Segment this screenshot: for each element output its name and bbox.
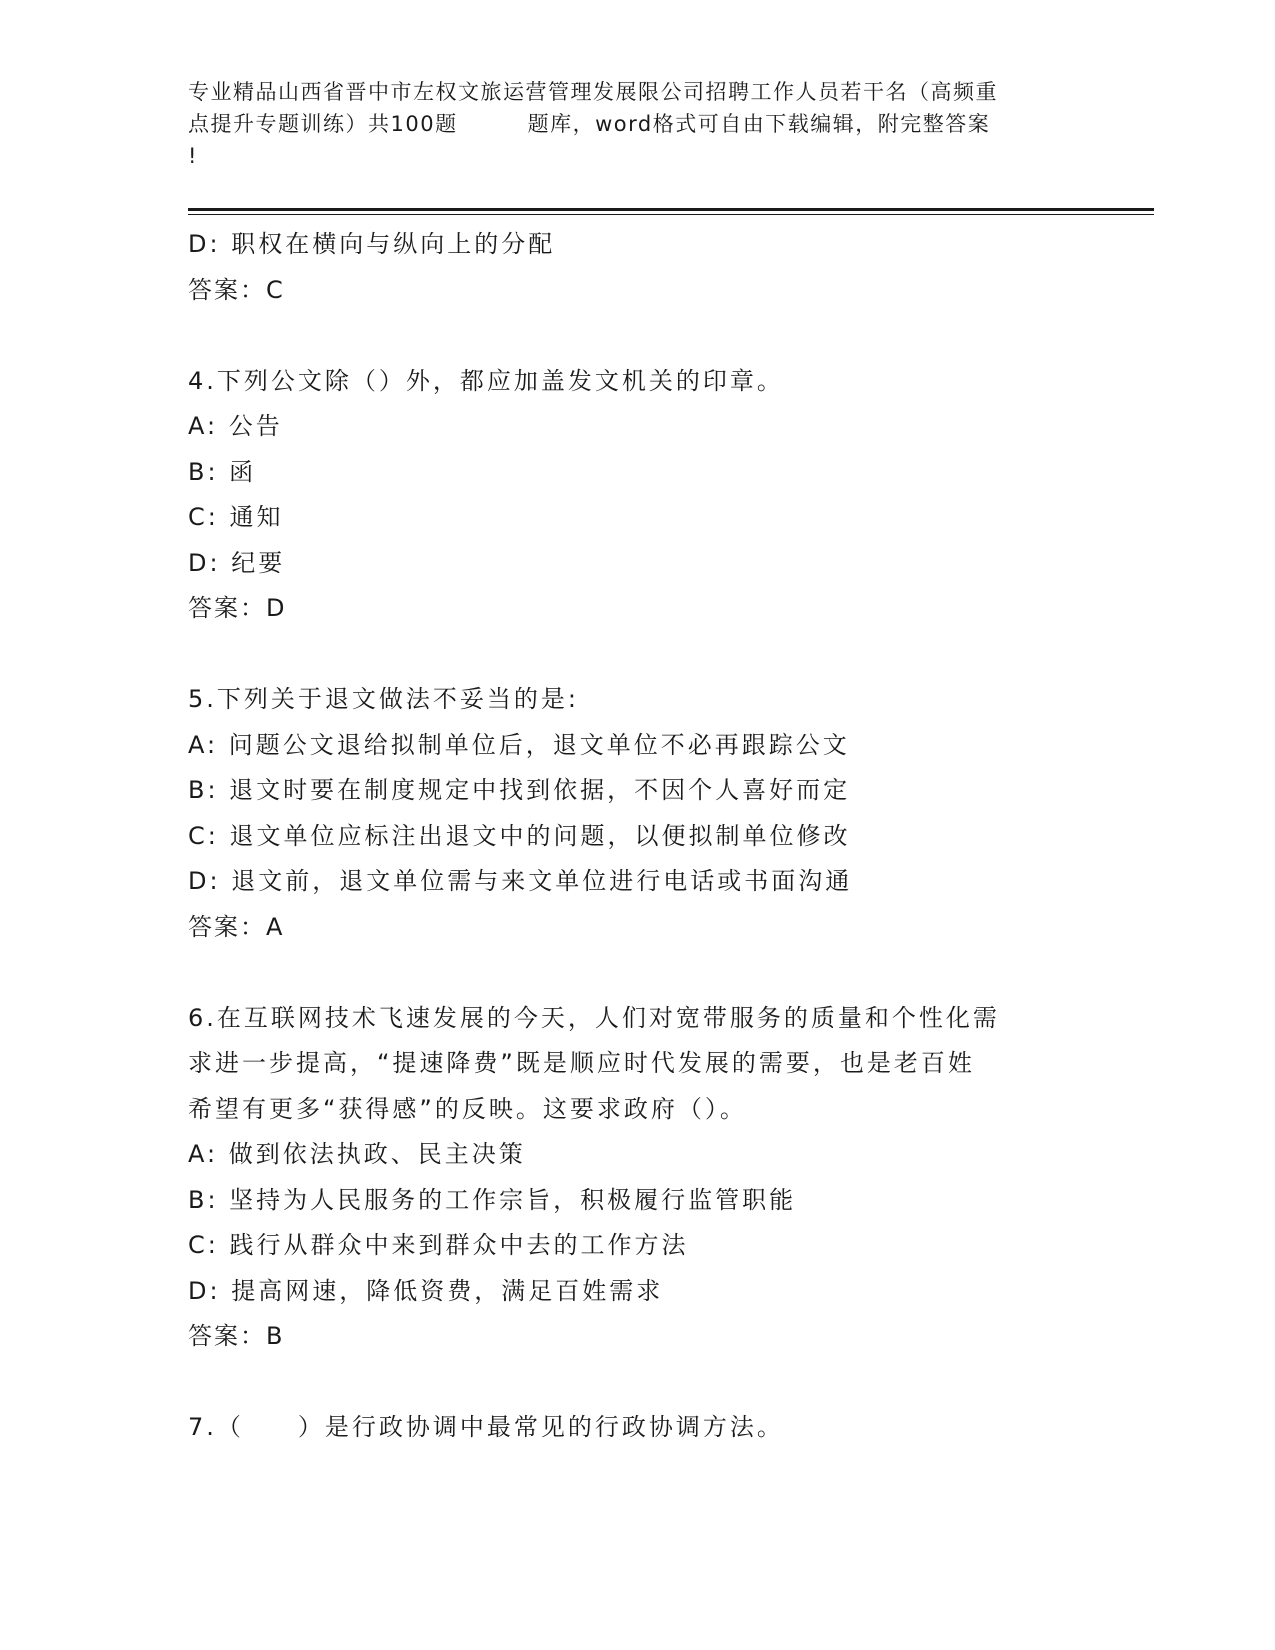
question-4	[188, 359, 1088, 632]
header-divider-thin	[188, 214, 1154, 215]
header-line-2	[188, 108, 1088, 140]
question-6	[188, 996, 1088, 1360]
q6-option-c: C: 践行从群众中来到群众中去的工作方法	[188, 1231, 689, 1259]
q6-question-line-1: 6.在互联网技术飞速发展的今天，人们对宽带服务的质量和个性化需	[188, 1003, 1000, 1032]
q4-answer: 答案：D	[188, 594, 287, 622]
q3-option-d: D: 职权在横向与纵向上的分配	[188, 230, 556, 258]
q6-option-a: A: 做到依法执政、民主决策	[188, 1140, 526, 1168]
q5-option-b: B: 退文时要在制度规定中找到依据，不因个人喜好而定	[188, 776, 851, 804]
document-header	[188, 76, 1088, 172]
q6-question-line-3: 希望有更多“获得感”的反映。这要求政府（）。	[188, 1094, 747, 1123]
header-line-2-part-1: 点提升专题训练）共100题	[188, 112, 458, 136]
header-divider-thick	[188, 208, 1154, 211]
q6-option-d: D: 提高网速，降低资费，满足百姓需求	[188, 1276, 664, 1305]
q4-option-c: C: 通知	[188, 503, 284, 531]
q3-answer: 答案：C	[188, 275, 285, 304]
q6-question-line-2: 求进一步提高，“提速降费”既是顺应时代发展的需要，也是老百姓	[188, 1049, 975, 1077]
question-3-tail	[188, 222, 1088, 313]
header-line-3: !	[188, 144, 198, 168]
question-5	[188, 677, 1088, 950]
q5-option-d: D: 退文前，退文单位需与来文单位进行电话或书面沟通	[188, 867, 853, 895]
q5-option-a: A: 问题公文退给拟制单位后，退文单位不必再跟踪公文	[188, 730, 850, 759]
header-line-2-part-2: 题库，word格式可自由下载编辑，附完整答案	[527, 112, 991, 136]
header-line-1: 专业精品山西省晋中市左权文旅运营管理发展限公司招聘工作人员若干名（高频重	[188, 80, 998, 104]
question-7	[188, 1405, 1088, 1451]
q4-option-a: A: 公告	[188, 412, 283, 440]
q4-option-b: B: 函	[188, 457, 257, 486]
q6-option-b: B: 坚持为人民服务的工作宗旨，积极履行监管职能	[188, 1185, 797, 1214]
q5-option-c: C: 退文单位应标注出退文中的问题，以便拟制单位修改	[188, 821, 851, 850]
q5-question: 5.下列关于退文做法不妥当的是:	[188, 685, 579, 713]
q6-answer: 答案：B	[188, 1322, 285, 1350]
document-body	[188, 222, 1088, 1496]
q4-option-d: D: 纪要	[188, 548, 286, 577]
q7-question: 7.（ ）是行政协调中最常见的行政协调方法。	[188, 1413, 784, 1441]
q5-answer: 答案：A	[188, 912, 285, 941]
q4-question: 4.下列公文除（）外，都应加盖发文机关的印章。	[188, 366, 784, 395]
